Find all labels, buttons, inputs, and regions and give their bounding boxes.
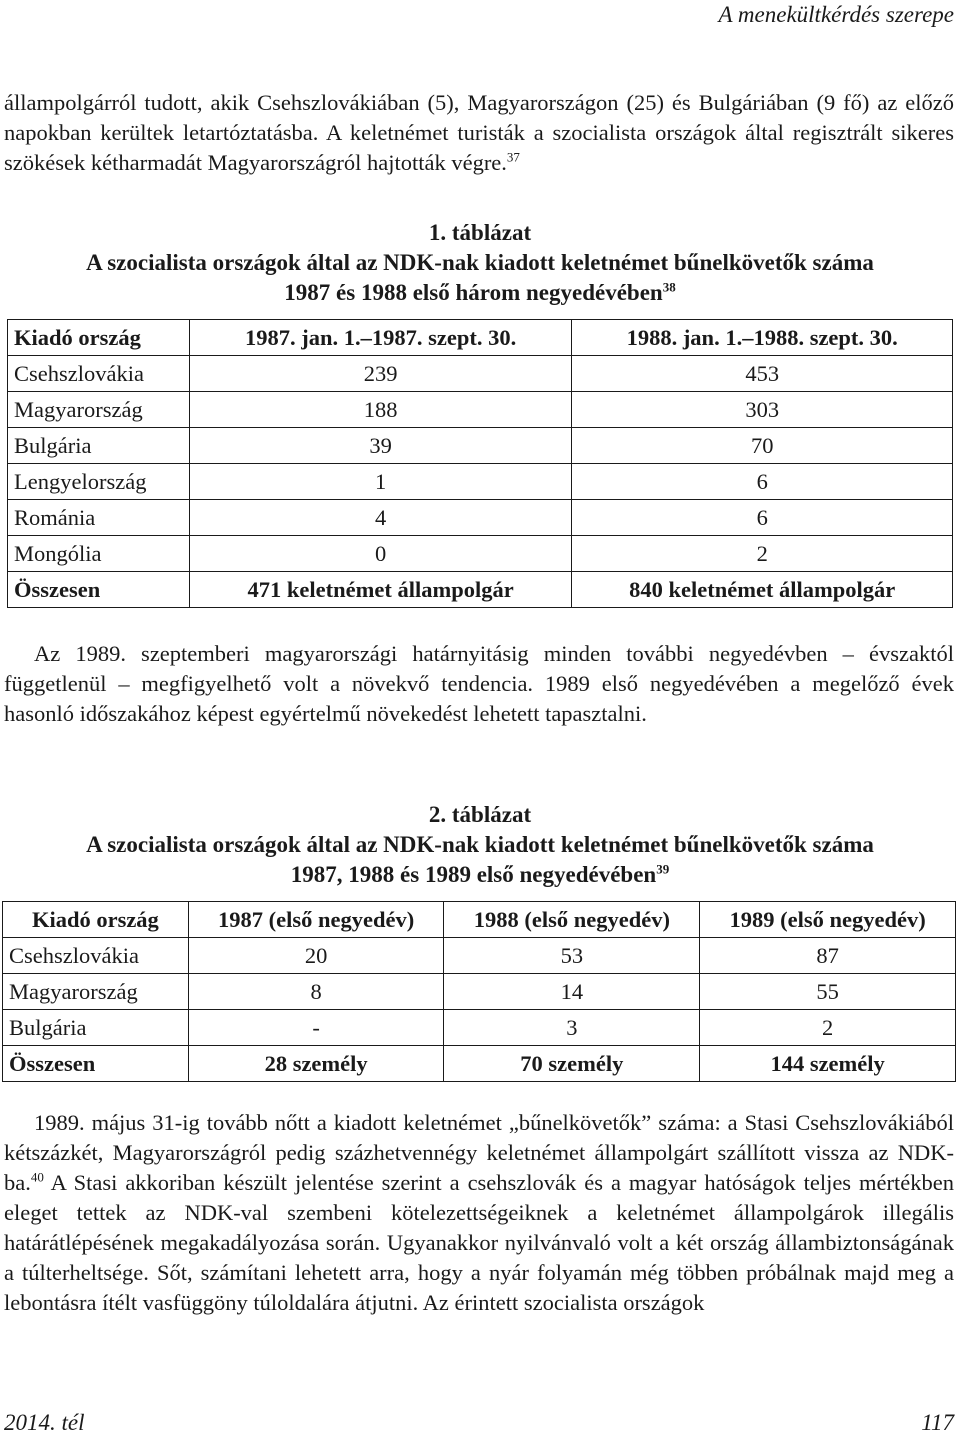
table-1-title-line-1: A szocialista országok által az NDK-nak kiadott keletnémet bűnelkövetők száma (86, 250, 874, 275)
paragraph-3-text-a: 1989. május 31-ig tovább nőtt a kiadott keletnémet „bűnelkövetők” száma: a Stasi Csehszlovákiából kétszázkét, Magyarországról pedig százhetvennégy keletnémet állampolgárt szállított vissza az NDK-ba. (4, 1110, 954, 1195)
country-cell: Magyarország (8, 392, 190, 428)
table-1 (7, 319, 953, 608)
total-value-cell: 70 személy (444, 1046, 700, 1082)
value-cell: 53 (444, 938, 700, 974)
value-cell: 70 (572, 428, 953, 464)
total-value-cell: 28 személy (188, 1046, 444, 1082)
table-row (8, 536, 953, 572)
value-cell: 6 (572, 464, 953, 500)
country-cell: Bulgária (3, 1010, 189, 1046)
table-1-header-cell: Kiadó ország (8, 320, 190, 356)
table-total-row (8, 572, 953, 608)
value-cell: 2 (700, 1010, 956, 1046)
total-value-cell: 144 személy (700, 1046, 956, 1082)
table-row (8, 500, 953, 536)
value-cell: 0 (189, 536, 572, 572)
paragraph-3 (4, 1108, 954, 1318)
footnote-ref-40: 40 (30, 1169, 44, 1185)
country-cell: Mongólia (8, 536, 190, 572)
footnote-ref-39: 39 (656, 861, 670, 877)
table-2-header-row (3, 902, 956, 938)
value-cell: 3 (444, 1010, 700, 1046)
value-cell: 303 (572, 392, 953, 428)
total-label-cell: Összesen (8, 572, 190, 608)
footer-issue: 2014. tél (4, 1410, 85, 1435)
table-2-title-line-2: 1987, 1988 és 1989 első negyedévében (290, 862, 657, 887)
total-value-cell: 471 keletnémet állampolgár (189, 572, 572, 608)
table-row (3, 938, 956, 974)
footnote-ref-37: 37 (506, 149, 520, 165)
country-cell: Magyarország (3, 974, 189, 1010)
value-cell: 188 (189, 392, 572, 428)
value-cell: 87 (700, 938, 956, 974)
page-number: 117 (921, 1410, 954, 1435)
value-cell: 14 (444, 974, 700, 1010)
table-2-header-cell: Kiadó ország (3, 902, 189, 938)
country-cell: Románia (8, 500, 190, 536)
table-2-caption (0, 800, 960, 890)
table-2-number: 2. táblázat (428, 802, 532, 827)
table-2 (2, 901, 956, 1082)
value-cell: 239 (189, 356, 572, 392)
table-1-title-line-2: 1987 és 1988 első három negyedévében (284, 280, 663, 305)
value-cell: 1 (189, 464, 572, 500)
table-1-header-cell: 1987. jan. 1.–1987. szept. 30. (189, 320, 572, 356)
country-cell: Bulgária (8, 428, 190, 464)
table-row (8, 464, 953, 500)
table-2-header-cell: 1989 (első negyedév) (700, 902, 956, 938)
total-value-cell: 840 keletnémet állampolgár (572, 572, 953, 608)
value-cell: 6 (572, 500, 953, 536)
value-cell: 453 (572, 356, 953, 392)
table-row (8, 356, 953, 392)
value-cell: - (188, 1010, 444, 1046)
table-1-header-row (8, 320, 953, 356)
table-1-caption (0, 218, 960, 308)
country-cell: Csehszlovákia (8, 356, 190, 392)
table-total-row (3, 1046, 956, 1082)
paragraph-2: Az 1989. szeptemberi magyarországi határnyitásig minden további negyedévben – évszaktól függetlenül – megfigyelhető volt a növekvő tendencia. 1989 első negyedévében a megelőző évek hasonló időszakához képest egyértelmű növekedést lehetett tapasztalni. (4, 641, 954, 726)
paragraph-3-text-b: A Stasi akkoriban készült jelentése szerint a csehszlovák és a magyar hatóságok teljes mértékben eleget tettek az NDK-val szembeni kötelezettségeiknek a keletnémet állampolgárok illegális határátlépésének megakadályozása során. Ugyanakkor nyilvánvaló volt a két ország állambiztonságának a túlterheltsége. Sőt, számítani lehetett arra, hogy a nyár folyamán még többen próbálnak majd meg a lebontásra ítélt vasfüggöny túloldalára átjutni. Az érintett szocialista országok (4, 1170, 954, 1315)
value-cell: 55 (700, 974, 956, 1010)
table-row (8, 428, 953, 464)
table-row (8, 392, 953, 428)
table-row (3, 974, 956, 1010)
table-2-header-cell: 1988 (első negyedév) (444, 902, 700, 938)
paragraph-1 (4, 88, 954, 178)
country-cell: Csehszlovákia (3, 938, 189, 974)
table-2-header-cell: 1987 (első negyedév) (188, 902, 444, 938)
total-label-cell: Összesen (3, 1046, 189, 1082)
table-1-number: 1. táblázat (428, 220, 532, 245)
paragraph-1-text: állampolgárról tudott, akik Csehszlovákiában (5), Magyarországon (25) és Bulgáriában (9 fő) az előző napokban kerültek letartóztatásba. A keletnémet turisták a szocialista országok által regisztrált sikeres szökések kétharmadát Magyarországról hajtották végre. (4, 90, 954, 175)
value-cell: 2 (572, 536, 953, 572)
value-cell: 20 (188, 938, 444, 974)
running-header: A menekültkérdés szerepe (718, 2, 954, 27)
value-cell: 39 (189, 428, 572, 464)
table-2-title-line-1: A szocialista országok által az NDK-nak kiadott keletnémet bűnelkövetők száma (86, 832, 874, 857)
country-cell: Lengyelország (8, 464, 190, 500)
table-1-header-cell: 1988. jan. 1.–1988. szept. 30. (572, 320, 953, 356)
value-cell: 4 (189, 500, 572, 536)
table-row (3, 1010, 956, 1046)
footnote-ref-38: 38 (662, 279, 676, 295)
value-cell: 8 (188, 974, 444, 1010)
